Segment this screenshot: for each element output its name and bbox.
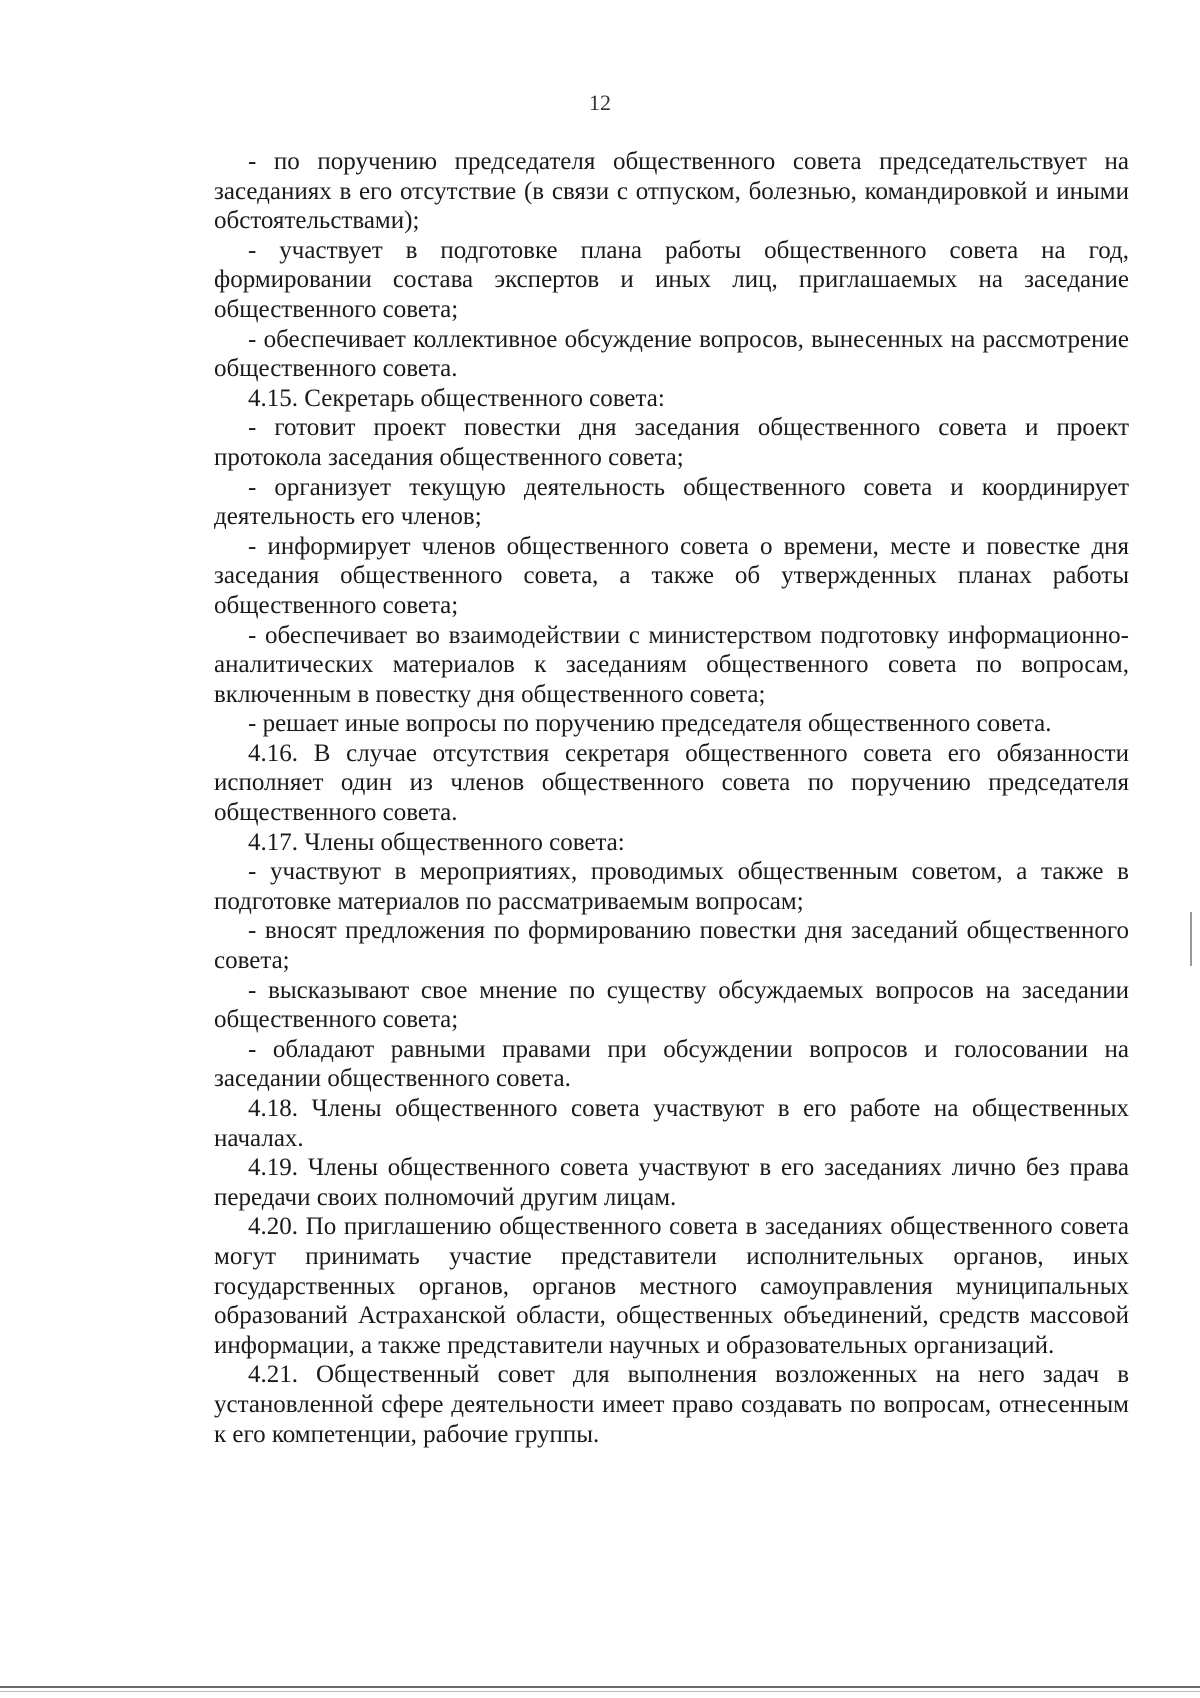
scan-bottom-edge — [0, 1686, 1200, 1688]
paragraph-participate-events: - участвуют в мероприятиях, проводимых общественным советом, а также в подготовке материалов по рассматриваемым вопросам; — [214, 858, 1129, 915]
paragraph-agenda-proposals: - вносят предложения по формированию повестки дня заседаний общественного совета; — [214, 917, 1129, 975]
paragraph-collective-discussion: - обеспечивает коллективное обсуждение вопросов, вынесенных на рассмотрение общественного совета. — [214, 325, 1129, 383]
scan-bottom-edge-shadow — [0, 1691, 1200, 1692]
paragraph-informs-members: - информирует членов общественного совета о времени, месте и повестке дня заседания общественного совета, а также об утвержденных планах работы общественного совета; — [214, 532, 1129, 619]
paragraph-4-20-invited-participants: 4.20. По приглашению общественного совета в заседаниях общественного совета могут принимать участие представители исполнительных органов, иных государственных органов, органов местного самоуправления муниципальных образований Астраханской области, общественных объединений, средств массовой информации, а также представители научных и образовательных организаций. — [214, 1213, 1129, 1359]
paragraph-work-plan-participation: - участвует в подготовке плана работы общественного совета на год, формировании состава экспертов и иных лиц, приглашаемых на заседание общественного совета; — [214, 236, 1129, 323]
paragraph-chair-deputy-presides: - по поручению председателя общественного совета председательствует на заседаниях в его отсутствие (в связи с отпуском, болезнью, командировкой и иными обстоятельствами); — [214, 148, 1129, 235]
paragraph-equal-rights: - обладают равными правами при обсуждении вопросов и голосовании на заседании общественного совета. — [214, 1035, 1129, 1093]
paragraph-other-questions: - решает иные вопросы по поручению председателя общественного совета. — [248, 710, 1052, 738]
page-number: 12 — [589, 90, 611, 115]
paragraph-agenda-draft: - готовит проект повестки дня заседания общественного совета и проект протокола заседания общественного совета; — [214, 414, 1129, 471]
paragraph-4-18-voluntary: 4.18. Члены общественного совета участвуют в его работе на общественных началах. — [214, 1095, 1129, 1152]
paragraph-current-activity: - организует текущую деятельность общественного совета и координирует деятельность его членов; — [214, 473, 1129, 531]
paragraph-4-15-secretary: 4.15. Секретарь общественного совета: — [248, 384, 665, 412]
paragraph-analytical-materials: - обеспечивает во взаимодействии с министерством подготовку информационно-аналитических материалов к заседаниям общественного совета по вопросам, включенным в повестку дня общественного совета; — [214, 621, 1129, 708]
paragraph-express-opinion: - высказывают свое мнение по существу обсуждаемых вопросов на заседании общественного совета; — [214, 976, 1129, 1034]
paragraph-4-19-personal-participation: 4.19. Члены общественного совета участвуют в его заседаниях лично без права передачи своих полномочий другим лицам. — [214, 1154, 1129, 1211]
paragraph-4-21-working-groups: 4.21. Общественный совет для выполнения возложенных на него задач в установленной сфере деятельности имеет право создавать по вопросам, отнесенным к его компетенции, рабочие группы. — [214, 1361, 1129, 1448]
paragraph-4-17-members: 4.17. Члены общественного совета: — [248, 828, 625, 856]
paragraph-4-16-secretary-absence: 4.16. В случае отсутствия секретаря общественного совета его обязанности исполняет один из членов общественного совета по поручению председателя общественного совета. — [214, 739, 1129, 827]
document-body — [214, 147, 1129, 1449]
scan-margin-mark — [1190, 912, 1192, 966]
